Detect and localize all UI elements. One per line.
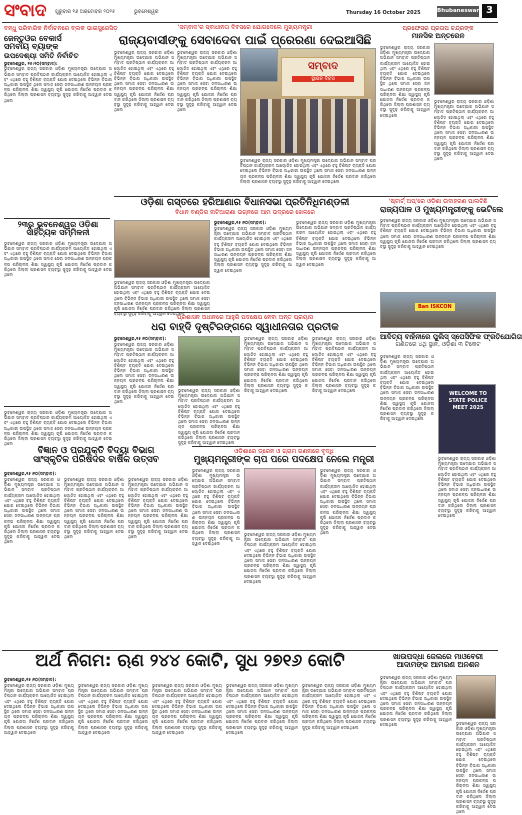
police-meet-headline: ଆଦିତ୍ୟ ବାହିନୀରେ ପୁଲିସ୍ ସ୍ପେସିଫିକ ଫ୍ରତିଯୋଗିତା [380, 333, 522, 341]
police-meet-story [380, 333, 522, 534]
left-top-kicker: ବନ୍ଧୁ ପରିବାରିକ ନିର୍ବାଚନରେ ବ୍ଲକ ଭାଇସ୍ପ୍ରେସିଡ଼ [4, 25, 118, 32]
forest-body-1: ଭୁବନେଶ୍ୱର ରାଜ୍ୟ ସରକାର ଓଡ଼ିଶା ମୁଖ୍ୟମନ୍ତ୍ରୀ ଉଦ୍ଯୋଗ ଅଭିଯାନ ସମ୍ବାଦ ପ୍ରତିଷ୍ଠାନ କାର୍ଯ୍ୟକ୍ରମ ଆୟୋଜିତ ହୋଇଥିଲା ଏବଂ ଏଥିରେ ବହୁ ବିଶିଷ୍ଟ ବ୍ୟକ୍ତି ଯୋଗ ଦେଇଥିଲେ ବିଭିନ୍ନ ବିଭାଗ ଅଧିକାରୀ ଉପସ୍ଥିତ ଥିଲେ ସମାଜ ସେବା ଜନସାଧାରଣ ଉନ୍ନୟନ ପ୍ରକଳ୍ପ ପରିଚାଳନା ଶିକ୍ଷା ସ୍ୱାସ୍ଥ୍ୟ କୃଷି ଯୋଜନା ନିର୍ଦ୍ଦେଶ ପ୍ରଦାନ କରିଥିଲେ ଜିଲ୍ଲା ପ୍ରଶାସନ ବ୍ୟବସ୍ଥା ସୁଦୃଢ଼ କରିବାକୁ ଆହ୍ୱାନ ଦେଇଥିଲେ [114, 342, 174, 405]
delegation-body-1: ଭୁବନେଶ୍ୱର ରାଜ୍ୟ ସରକାର ଓଡ଼ିଶା ମୁଖ୍ୟମନ୍ତ୍ରୀ ଉଦ୍ଯୋଗ ଅଭିଯାନ ସମ୍ବାଦ ପ୍ରତିଷ୍ଠାନ କାର୍ଯ୍ୟକ୍ରମ ଆୟୋଜିତ ହୋଇଥିଲା ଏବଂ ଏଥିରେ ବହୁ ବିଶିଷ୍ଟ ବ୍ୟକ୍ତି ଯୋଗ ଦେଇଥିଲେ ବିଭିନ୍ନ ବିଭାଗ ଅଧିକାରୀ ଉପସ୍ଥିତ ଥିଲେ ସମାଜ ସେବା ଜନସାଧାରଣ ଉନ୍ନୟନ ପ୍ରକଳ୍ପ ପରିଚାଳନା ଶିକ୍ଷା ସ୍ୱାସ୍ଥ୍ୟ କୃଷି ଯୋଜନା ନିର୍ଦ୍ଦେଶ ପ୍ରଦାନ କରିଥିଲେ ଜିଲ୍ଲା ପ୍ରଶାସନ ବ୍ୟବସ୍ଥା ସୁଦୃଢ଼ କରିବାକୁ ଆହ୍ୱାନ ଦେଇଥିଲେ [214, 226, 292, 273]
science-body-3: ଭୁବନେଶ୍ୱର ରାଜ୍ୟ ସରକାର ଓଡ଼ିଶା ମୁଖ୍ୟମନ୍ତ୍ରୀ ଉଦ୍ଯୋଗ ଅଭିଯାନ ସମ୍ବାଦ ପ୍ରତିଷ୍ଠାନ କାର୍ଯ୍ୟକ୍ରମ ଆୟୋଜିତ ହୋଇଥିଲା ଏବଂ ଏଥିରେ ବହୁ ବିଶିଷ୍ଟ ବ୍ୟକ୍ତି ଯୋଗ ଦେଇଥିଲେ ବିଭିନ୍ନ ବିଭାଗ ଅଧିକାରୀ ଉପସ୍ଥିତ ଥିଲେ ସମାଜ ସେବା ଜନସାଧାରଣ ଉନ୍ନୟନ ପ୍ରକଳ୍ପ ପରିଚାଳନା ଶିକ୍ଷା ସ୍ୱାସ୍ଥ୍ୟ କୃଷି ଯୋଜନା ନିର୍ଦ୍ଦେଶ ପ୍ରଦାନ କରିଥିଲେ ଜିଲ୍ଲା ପ୍ରଶାସନ ବ୍ୟବସ୍ଥା ସୁଦୃଢ଼ କରିବାକୁ ଆହ୍ୱାନ ଦେଇଥିଲେ [128, 477, 188, 540]
left-top-headline-2: ସମବାୟ ବ୍ୟାଙ୍କ [4, 42, 59, 52]
protest-banner: Ban ISKCON [415, 303, 455, 311]
lead-story [114, 24, 376, 194]
right-col-headline: ମାନସିକ ଅନ୍ତରେନ [411, 32, 465, 40]
forest-body-2: ଭୁବନେଶ୍ୱର ରାଜ୍ୟ ସରକାର ଓଡ଼ିଶା ମୁଖ୍ୟମନ୍ତ୍ରୀ ଉଦ୍ଯୋଗ ଅଭିଯାନ ସମ୍ବାଦ ପ୍ରତିଷ୍ଠାନ କାର୍ଯ୍ୟକ୍ରମ ଆୟୋଜିତ ହୋଇଥିଲା ଏବଂ ଏଥିରେ ବହୁ ବିଶିଷ୍ଟ ବ୍ୟକ୍ତି ଯୋଗ ଦେଇଥିଲେ ବିଭିନ୍ନ ବିଭାଗ ଅଧିକାରୀ ଉପସ୍ଥିତ ଥିଲେ ସମାଜ ସେବା ଜନସାଧାରଣ ଉନ୍ନୟନ ପ୍ରକଳ୍ପ ପରିଚାଳନା ଶିକ୍ଷା ସ୍ୱାସ୍ଥ୍ୟ କୃଷି ଯୋଜନା ନିର୍ଦ୍ଦେଶ ପ୍ରଦାନ କରିଥିଲେ ଜିଲ୍ଲା ପ୍ରଶାସନ ବ୍ୟବସ୍ଥା ସୁଦୃଢ଼ କରିବାକୁ ଆହ୍ୱାନ ଦେଇଥିଲେ [178, 388, 240, 446]
page-number: 3 [482, 4, 497, 18]
delegation-sub: ବିଧାନ ବଣ୍ଡିର ନାଟିଆରାଣା ଭଗ୍ନରେ ଆମ ଭଦ୍ରରେ ଖେଳରେ [175, 208, 315, 216]
delegation-headline: ଓଡ଼ିଶା ଗସ୍ତରେ ହରିଆଣାର ବିଧାନସଭା ପ୍ରତିନିଧିମଣ୍ଡଳୀ [140, 197, 350, 208]
jail-body: ଭୁବନେଶ୍ୱର ରାଜ୍ୟ ସରକାର ଓଡ଼ିଶା ମୁଖ୍ୟମନ୍ତ୍ରୀ ଉଦ୍ଯୋଗ ଅଭିଯାନ ସମ୍ବାଦ ପ୍ରତିଷ୍ଠାନ କାର୍ଯ୍ୟକ୍ରମ ଆୟୋଜିତ ହୋଇଥିଲା ଏବଂ ଏଥିରେ ବହୁ ବିଶିଷ୍ଟ ବ୍ୟକ୍ତି ଯୋଗ ଦେଇଥିଲେ ବିଭିନ୍ନ ବିଭାଗ ଅଧିକାରୀ ଉପସ୍ଥିତ ଥିଲେ ସମାଜ ସେବା ଜନସାଧାରଣ ଉନ୍ନୟନ ପ୍ରକଳ୍ପ ପରିଚାଳନା ଶିକ୍ଷା ସ୍ୱାସ୍ଥ୍ୟ କୃଷି ଯୋଜନା ନିର୍ଦ୍ଦେଶ ପ୍ରଦାନ କରିଥିଲେ ଜିଲ୍ଲା ପ୍ରଶାସନ ବ୍ୟବସ୍ଥା ସୁଦୃଢ଼ କରିବାକୁ ଆହ୍ୱାନ ଦେଇଥିଲେ [380, 675, 452, 727]
left-lower-body: ଭୁବନେଶ୍ୱର ରାଜ୍ୟ ସରକାର ଓଡ଼ିଶା ମୁଖ୍ୟମନ୍ତ୍ରୀ ଉଦ୍ଯୋଗ ଅଭିଯାନ ସମ୍ବାଦ ପ୍ରତିଷ୍ଠାନ କାର୍ଯ୍ୟକ୍ରମ ଆୟୋଜିତ ହୋଇଥିଲା ଏବଂ ଏଥିରେ ବହୁ ବିଶିଷ୍ଟ ବ୍ୟକ୍ତି ଯୋଗ ଦେଇଥିଲେ ବିଭିନ୍ନ ବିଭାଗ ଅଧିକାରୀ ଉପସ୍ଥିତ ଥିଲେ ସମାଜ ସେବା ଜନସାଧାରଣ ଉନ୍ନୟନ ପ୍ରକଳ୍ପ ପରିଚାଳନା ଶିକ୍ଷା ସ୍ୱାସ୍ଥ୍ୟ କୃଷି ଯୋଜନା ନିର୍ଦ୍ଦେଶ ପ୍ରଦାନ କରିଥିଲେ ଜିଲ୍ଲା ପ୍ରଶାସନ ବ୍ୟବସ୍ଥା ସୁଦୃଢ଼ କରିବାକୁ ଆହ୍ୱାନ ଦେଇଥିଲେ [4, 410, 112, 447]
governor-headline: ରାଜ୍ୟପାଳ ଓ ମୁଖ୍ୟମନ୍ତ୍ରୀଙ୍କୁ ଭେଟିଲେ [380, 205, 504, 214]
science-story [4, 447, 188, 647]
finance-body-2: ଭୁବନେଶ୍ୱର ରାଜ୍ୟ ସରକାର ଓଡ଼ିଶା ମୁଖ୍ୟମନ୍ତ୍ରୀ ଉଦ୍ଯୋଗ ଅଭିଯାନ ସମ୍ବାଦ ପ୍ରତିଷ୍ଠାନ କାର୍ଯ୍ୟକ୍ରମ ଆୟୋଜିତ ହୋଇଥିଲା ଏବଂ ଏଥିରେ ବହୁ ବିଶିଷ୍ଟ ବ୍ୟକ୍ତି ଯୋଗ ଦେଇଥିଲେ ବିଭିନ୍ନ ବିଭାଗ ଅଧିକାରୀ ଉପସ୍ଥିତ ଥିଲେ ସମାଜ ସେବା ଜନସାଧାରଣ ଉନ୍ନୟନ ପ୍ରକଳ୍ପ ପରିଚାଳନା ଶିକ୍ଷା ସ୍ୱାସ୍ଥ୍ୟ କୃଷି ଯୋଜନା ନିର୍ଦ୍ଦେଶ ପ୍ରଦାନ କରିଥିଲେ ଜିଲ୍ଲା ପ୍ରଶାସନ ବ୍ୟବସ୍ଥା ସୁଦୃଢ଼ କରିବାକୁ ଆହ୍ୱାନ ଦେଇଥିଲେ [78, 683, 148, 735]
divider [114, 312, 376, 313]
delegation-caption: ଭୁବନେଶ୍ୱର ରାଜ୍ୟ ସରକାର ଓଡ଼ିଶା ମୁଖ୍ୟମନ୍ତ୍ରୀ ଉଦ୍ଯୋଗ ଅଭିଯାନ ସମ୍ବାଦ ପ୍ରତିଷ୍ଠାନ କାର୍ଯ୍ୟକ୍ରମ ଆୟୋଜିତ ହୋଇଥିଲା ଏବଂ ଏଥିରେ ବହୁ ବିଶିଷ୍ଟ ବ୍ୟକ୍ତି ଯୋଗ ଦେଇଥିଲେ ବିଭିନ୍ନ ବିଭାଗ ଅଧିକାରୀ ଉପସ୍ଥିତ ଥିଲେ ସମାଜ ସେବା ଜନସାଧାରଣ ଉନ୍ନୟନ ପ୍ରକଳ୍ପ ପରିଚାଳନା ଶିକ୍ଷା ସ୍ୱାସ୍ଥ୍ୟ କୃଷି ଯୋଜନା ନିର୍ଦ୍ଦେଶ ପ୍ରଦାନ କରିଥିଲେ ଜିଲ୍ଲା ପ୍ରଶାସନ ବ୍ୟବସ୍ଥା ସୁଦୃଢ଼ କରିବାକୁ ଆହ୍ୱାନ ଦେଇଥିଲେ [114, 280, 210, 317]
delegation-story [114, 197, 376, 317]
lead-body-col-2: ଭୁବନେଶ୍ୱର ରାଜ୍ୟ ସରକାର ଓଡ଼ିଶା ମୁଖ୍ୟମନ୍ତ୍ରୀ ଉଦ୍ଯୋଗ ଅଭିଯାନ ସମ୍ବାଦ ପ୍ରତିଷ୍ଠାନ କାର୍ଯ୍ୟକ୍ରମ ଆୟୋଜିତ ହୋଇଥିଲା ଏବଂ ଏଥିରେ ବହୁ ବିଶିଷ୍ଟ ବ୍ୟକ୍ତି ଯୋଗ ଦେଇଥିଲେ ବିଭିନ୍ନ ବିଭାଗ ଅଧିକାରୀ ଉପସ୍ଥିତ ଥିଲେ ସମାଜ ସେବା ଜନସାଧାରଣ ଉନ୍ନୟନ ପ୍ରକଳ୍ପ ପରିଚାଳନା ଶିକ୍ଷା ସ୍ୱାସ୍ଥ୍ୟ କୃଷି ଯୋଜନା ନିର୍ଦ୍ଦେଶ ପ୍ରଦାନ କରିଥିଲେ ଜିଲ୍ଲା ପ୍ରଶାସନ ବ୍ୟବସ୍ଥା ସୁଦୃଢ଼ କରିବାକୁ ଆହ୍ୱାନ ଦେଇଥିଲେ [177, 50, 237, 113]
portrait-photo [434, 43, 494, 95]
finance-story [4, 653, 376, 785]
science-body-2: ଭୁବନେଶ୍ୱର ରାଜ୍ୟ ସରକାର ଓଡ଼ିଶା ମୁଖ୍ୟମନ୍ତ୍ରୀ ଉଦ୍ଯୋଗ ଅଭିଯାନ ସମ୍ବାଦ ପ୍ରତିଷ୍ଠାନ କାର୍ଯ୍ୟକ୍ରମ ଆୟୋଜିତ ହୋଇଥିଲା ଏବଂ ଏଥିରେ ବହୁ ବିଶିଷ୍ଟ ବ୍ୟକ୍ତି ଯୋଗ ଦେଇଥିଲେ ବିଭିନ୍ନ ବିଭାଗ ଅଧିକାରୀ ଉପସ୍ଥିତ ଥିଲେ ସମାଜ ସେବା ଜନସାଧାରଣ ଉନ୍ନୟନ ପ୍ରକଳ୍ପ ପରିଚାଳନା ଶିକ୍ଷା ସ୍ୱାସ୍ଥ୍ୟ କୃଷି ଯୋଜନା ନିର୍ଦ୍ଦେଶ ପ୍ରଦାନ କରିଥିଲେ ଜିଲ୍ଲା ପ୍ରଶାସନ ବ୍ୟବସ୍ଥା ସୁଦୃଢ଼ କରିବାକୁ ଆହ୍ୱାନ ଦେଇଥିଲେ [64, 477, 124, 540]
event-stage-banner [281, 57, 365, 97]
city-odia: ଭୁବନେଶ୍ୱର [134, 9, 159, 15]
finance-headline: ଅର୍ଥ ନିଗମ: ଋଣ ୨୪୪ କୋଟି, ସୁଧ ୨୭୧୬ କୋଟି [35, 651, 345, 671]
divider [192, 446, 376, 447]
left-top-headline-1: ଜେନ୍ତୁଓର ବେକାର୍ସ [4, 34, 62, 43]
governor-kicker: 'ଷ୍ଟାର୍ଟ୍ ଅପ୍'ରେ ଓଡ଼ିଶା ଉଦାହରଣ ପାଲଟିଛି [388, 198, 488, 205]
left-mid-body: ଭୁବନେଶ୍ୱର ରାଜ୍ୟ ସରକାର ଓଡ଼ିଶା ମୁଖ୍ୟମନ୍ତ୍ରୀ ଉଦ୍ଯୋଗ ଅଭିଯାନ ସମ୍ବାଦ ପ୍ରତିଷ୍ଠାନ କାର୍ଯ୍ୟକ୍ରମ ଆୟୋଜିତ ହୋଇଥିଲା ଏବଂ ଏଥିରେ ବହୁ ବିଶିଷ୍ଟ ବ୍ୟକ୍ତି ଯୋଗ ଦେଇଥିଲେ ବିଭିନ୍ନ ବିଭାଗ ଅଧିକାରୀ ଉପସ୍ଥିତ ଥିଲେ ସମାଜ ସେବା ଜନସାଧାରଣ ଉନ୍ନୟନ ପ୍ରକଳ୍ପ ପରିଚାଳନା ଶିକ୍ଷା ସ୍ୱାସ୍ଥ୍ୟ କୃଷି ଯୋଜନା ନିର୍ଦ୍ଦେଶ ପ୍ରଦାନ କରିଥିଲେ ଜିଲ୍ଲା ପ୍ରଶାସନ ବ୍ୟବସ୍ଥା ସୁଦୃଢ଼ କରିବାକୁ ଆହ୍ୱାନ ଦେଇଥିଲେ [4, 240, 112, 277]
left-top-body: ଭୁବନେଶ୍ୱର ରାଜ୍ୟ ସରକାର ଓଡ଼ିଶା ମୁଖ୍ୟମନ୍ତ୍ରୀ ଉଦ୍ଯୋଗ ଅଭିଯାନ ସମ୍ବାଦ ପ୍ରତିଷ୍ଠାନ କାର୍ଯ୍ୟକ୍ରମ ଆୟୋଜିତ ହୋଇଥିଲା ଏବଂ ଏଥିରେ ବହୁ ବିଶିଷ୍ଟ ବ୍ୟକ୍ତି ଯୋଗ ଦେଇଥିଲେ ବିଭିନ୍ନ ବିଭାଗ ଅଧିକାରୀ ଉପସ୍ଥିତ ଥିଲେ ସମାଜ ସେବା ଜନସାଧାରଣ ଉନ୍ନୟନ ପ୍ରକଳ୍ପ ପରିଚାଳନା ଶିକ୍ଷା ସ୍ୱାସ୍ଥ୍ୟ କୃଷି ଯୋଜନା ନିର୍ଦ୍ଦେଶ ପ୍ରଦାନ କରିଥିଲେ ଜିଲ୍ଲା ପ୍ରଶାସନ ବ୍ୟବସ୍ଥା ସୁଦୃଢ଼ କରିବାକୁ ଆହ୍ୱାନ ଦେଇଥିଲେ [4, 66, 112, 103]
finance-body-1: ଭୁବନେଶ୍ୱର ରାଜ୍ୟ ସରକାର ଓଡ଼ିଶା ମୁଖ୍ୟମନ୍ତ୍ରୀ ଉଦ୍ଯୋଗ ଅଭିଯାନ ସମ୍ବାଦ ପ୍ରତିଷ୍ଠାନ କାର୍ଯ୍ୟକ୍ରମ ଆୟୋଜିତ ହୋଇଥିଲା ଏବଂ ଏଥିରେ ବହୁ ବିଶିଷ୍ଟ ବ୍ୟକ୍ତି ଯୋଗ ଦେଇଥିଲେ ବିଭିନ୍ନ ବିଭାଗ ଅଧିକାରୀ ଉପସ୍ଥିତ ଥିଲେ ସମାଜ ସେବା ଜନସାଧାରଣ ଉନ୍ନୟନ ପ୍ରକଳ୍ପ ପରିଚାଳନା ଶିକ୍ଷା ସ୍ୱାସ୍ଥ୍ୟ କୃଷି ଯୋଜନା ନିର୍ଦ୍ଦେଶ ପ୍ରଦାନ କରିଥିଲେ ଜିଲ୍ଲା ପ୍ରଶାସନ ବ୍ୟବସ୍ଥା ସୁଦୃଢ଼ କରିବାକୁ ଆହ୍ୱାନ ଦେଇଥିଲେ [4, 683, 74, 735]
police-meet-photo [438, 384, 496, 454]
police-meet-sub: ଗଣିତରେ ୪ଥି ସ୍ଥାନ, ଓଡ଼ିଶା ୩ ଟିକେଟ [395, 341, 481, 349]
finance-dateline: ଭୁବନେଶ୍ୱର,୧୫।୧୦(ସମ୍ବାଦ): [4, 677, 57, 682]
left-top-headline-3: ଉପଦେଶ୍ୟା ସମିତି ନିର୍ବାଚିତ [4, 50, 79, 60]
governor-story [380, 198, 504, 330]
governor-body: ଭୁବନେଶ୍ୱର ରାଜ୍ୟ ସରକାର ଓଡ଼ିଶା ମୁଖ୍ୟମନ୍ତ୍ରୀ ଉଦ୍ଯୋଗ ଅଭିଯାନ ସମ୍ବାଦ ପ୍ରତିଷ୍ଠାନ କାର୍ଯ୍ୟକ୍ରମ ଆୟୋଜିତ ହୋଇଥିଲା ଏବଂ ଏଥିରେ ବହୁ ବିଶିଷ୍ଟ ବ୍ୟକ୍ତି ଯୋଗ ଦେଇଥିଲେ ବିଭିନ୍ନ ବିଭାଗ ଅଧିକାରୀ ଉପସ୍ଥିତ ଥିଲେ ସମାଜ ସେବା ଜନସାଧାରଣ ଉନ୍ନୟନ ପ୍ରକଳ୍ପ ପରିଚାଳନା ଶିକ୍ଷା ସ୍ୱାସ୍ଥ୍ୟ କୃଷି ଯୋଜନା ନିର୍ଦ୍ଦେଶ ପ୍ରଦାନ କରିଥିଲେ ଜିଲ୍ଲା ପ୍ରଶାସନ ବ୍ୟବସ୍ଥା ସୁଦୃଢ଼ କରିବାକୁ ଆହ୍ୱାନ ଦେଇଥିଲେ [380, 218, 496, 250]
lead-headline: ରାଜ୍ୟବାସୀଙ୍କୁ ସେବାଦେବା ପାଇଁ ପ୍ରେରଣା ଦେଇଆସିଛି [118, 33, 372, 47]
science-body-1: ଭୁବନେଶ୍ୱର ରାଜ୍ୟ ସରକାର ଓଡ଼ିଶା ମୁଖ୍ୟମନ୍ତ୍ରୀ ଉଦ୍ଯୋଗ ଅଭିଯାନ ସମ୍ବାଦ ପ୍ରତିଷ୍ଠାନ କାର୍ଯ୍ୟକ୍ରମ ଆୟୋଜିତ ହୋଇଥିଲା ଏବଂ ଏଥିରେ ବହୁ ବିଶିଷ୍ଟ ବ୍ୟକ୍ତି ଯୋଗ ଦେଇଥିଲେ ବିଭିନ୍ନ ବିଭାଗ ଅଧିକାରୀ ଉପସ୍ଥିତ ଥିଲେ ସମାଜ ସେବା ଜନସାଧାରଣ ଉନ୍ନୟନ ପ୍ରକଳ୍ପ ପରିଚାଳନା ଶିକ୍ଷା ସ୍ୱାସ୍ଥ୍ୟ କୃଷି ଯୋଜନା ନିର୍ଦ୍ଦେଶ ପ୍ରଦାନ କରିଥିଲେ ଜିଲ୍ଲା ପ୍ରଶାସନ ବ୍ୟବସ୍ଥା ସୁଦୃଢ଼ କରିବାକୁ ଆହ୍ୱାନ ଦେଇଥିଲେ [4, 477, 60, 545]
cm-visit-story [192, 448, 376, 648]
date-odia: ଗୁରୁବାର ୧୬ ଅକ୍ଟୋବର ୨୦୨୫ [55, 9, 116, 15]
lead-inset-photo [240, 48, 278, 82]
jail-story [380, 652, 496, 815]
cm-visit-photo [244, 468, 316, 530]
cm-visit-kicker: ଓଡ଼ିଶାରେ ଡ୍ରେନ ଓ ଗ୍ରାମ ଗଣନାରେ ବୃଦ୍ଧି [234, 448, 334, 455]
cm-visit-body-1: ଭୁବନେଶ୍ୱର ରାଜ୍ୟ ସରକାର ଓଡ଼ିଶା ମୁଖ୍ୟମନ୍ତ୍ରୀ ଉଦ୍ଯୋଗ ଅଭିଯାନ ସମ୍ବାଦ ପ୍ରତିଷ୍ଠାନ କାର୍ଯ୍ୟକ୍ରମ ଆୟୋଜିତ ହୋଇଥିଲା ଏବଂ ଏଥିରେ ବହୁ ବିଶିଷ୍ଟ ବ୍ୟକ୍ତି ଯୋଗ ଦେଇଥିଲେ ବିଭିନ୍ନ ବିଭାଗ ଅଧିକାରୀ ଉପସ୍ଥିତ ଥିଲେ ସମାଜ ସେବା ଜନସାଧାରଣ ଉନ୍ନୟନ ପ୍ରକଳ୍ପ ପରିଚାଳନା ଶିକ୍ଷା ସ୍ୱାସ୍ଥ୍ୟ କୃଷି ଯୋଜନା ନିର୍ଦ୍ଦେଶ ପ୍ରଦାନ କରିଥିଲେ ଜିଲ୍ଲା ପ୍ରଶାସନ ବ୍ୟବସ୍ଥା ସୁଦୃଢ଼ କରିବାକୁ ଆହ୍ୱାନ ଦେଇଥିଲେ [192, 468, 240, 546]
science-headline-1: ବିଜ୍ଞାନ ଓ ପ୍ରଯୁକ୍ତି ବିଦ୍ୟା ବିଭାଗ [37, 446, 155, 456]
forest-dateline: ଭୁବନେଶ୍ୱର,୧୫।୧୦(ସମ୍ବାଦ): [114, 336, 167, 341]
jail-headline-1: ଖାଉପଦ୍ଧା ଜେଲରେ ମାଓବେରୀ [393, 652, 483, 661]
finance-body-4: ଭୁବନେଶ୍ୱର ରାଜ୍ୟ ସରକାର ଓଡ଼ିଶା ମୁଖ୍ୟମନ୍ତ୍ରୀ ଉଦ୍ଯୋଗ ଅଭିଯାନ ସମ୍ବାଦ ପ୍ରତିଷ୍ଠାନ କାର୍ଯ୍ୟକ୍ରମ ଆୟୋଜିତ ହୋଇଥିଲା ଏବଂ ଏଥିରେ ବହୁ ବିଶିଷ୍ଟ ବ୍ୟକ୍ତି ଯୋଗ ଦେଇଥିଲେ ବିଭିନ୍ନ ବିଭାଗ ଅଧିକାରୀ ଉପସ୍ଥିତ ଥିଲେ ସମାଜ ସେବା ଜନସାଧାରଣ ଉନ୍ନୟନ ପ୍ରକଳ୍ପ ପରିଚାଳନା ଶିକ୍ଷା ସ୍ୱାସ୍ଥ୍ୟ କୃଷି ଯୋଜନା ନିର୍ଦ୍ଦେଶ ପ୍ରଦାନ କରିଥିଲେ ଜିଲ୍ଲା ପ୍ରଶାସନ ବ୍ୟବସ୍ଥା ସୁଦୃଢ଼ କରିବାକୁ ଆହ୍ୱାନ ଦେଇଥିଲେ [226, 683, 298, 735]
banner-title: ସମ୍ବାଦ [308, 61, 338, 72]
people-group [247, 99, 371, 153]
left-mid-headline-1: ୨୩ରୁ ଭୁବନେଶ୍ୱର ଓଡ଼ିଶା [17, 220, 99, 229]
left-top-dateline: ଭୁବନେଶ୍ୱର, ୧୫।୧୦(ସମ୍ବାଦ): [4, 61, 58, 67]
right-col-story [380, 25, 496, 197]
divider [4, 406, 110, 407]
left-top-story [4, 25, 118, 215]
science-headline-2: ସାଂସ୍କୃତିକ ପରିଷଦର ବାର୍ଷିକ ଉତ୍ସବ [33, 455, 159, 466]
finance-body-3: ଭୁବନେଶ୍ୱର ରାଜ୍ୟ ସରକାର ଓଡ଼ିଶା ମୁଖ୍ୟମନ୍ତ୍ରୀ ଉଦ୍ଯୋଗ ଅଭିଯାନ ସମ୍ବାଦ ପ୍ରତିଷ୍ଠାନ କାର୍ଯ୍ୟକ୍ରମ ଆୟୋଜିତ ହୋଇଥିଲା ଏବଂ ଏଥିରେ ବହୁ ବିଶିଷ୍ଟ ବ୍ୟକ୍ତି ଯୋଗ ଦେଇଥିଲେ ବିଭିନ୍ନ ବିଭାଗ ଅଧିକାରୀ ଉପସ୍ଥିତ ଥିଲେ ସମାଜ ସେବା ଜନସାଧାରଣ ଉନ୍ନୟନ ପ୍ରକଳ୍ପ ପରିଚାଳନା ଶିକ୍ଷା ସ୍ୱାସ୍ଥ୍ୟ କୃଷି ଯୋଜନା ନିର୍ଦ୍ଦେଶ ପ୍ରଦାନ କରିଥିଲେ ଜିଲ୍ଲା ପ୍ରଶାସନ ବ୍ୟବସ୍ଥା ସୁଦୃଢ଼ କରିବାକୁ ଆହ୍ୱାନ ଦେଇଥିଲେ [152, 683, 222, 735]
right-col-body-1: ଭୁବନେଶ୍ୱର ରାଜ୍ୟ ସରକାର ଓଡ଼ିଶା ମୁଖ୍ୟମନ୍ତ୍ରୀ ଉଦ୍ଯୋଗ ଅଭିଯାନ ସମ୍ବାଦ ପ୍ରତିଷ୍ଠାନ କାର୍ଯ୍ୟକ୍ରମ ଆୟୋଜିତ ହୋଇଥିଲା ଏବଂ ଏଥିରେ ବହୁ ବିଶିଷ୍ଟ ବ୍ୟକ୍ତି ଯୋଗ ଦେଇଥିଲେ ବିଭିନ୍ନ ବିଭାଗ ଅଧିକାରୀ ଉପସ୍ଥିତ ଥିଲେ ସମାଜ ସେବା ଜନସାଧାରଣ ଉନ୍ନୟନ ପ୍ରକଳ୍ପ ପରିଚାଳନା ଶିକ୍ଷା ସ୍ୱାସ୍ଥ୍ୟ କୃଷି ଯୋଜନା ନିର୍ଦ୍ଦେଶ ପ୍ରଦାନ କରିଥିଲେ ଜିଲ୍ଲା ପ୍ରଶାସନ ବ୍ୟବସ୍ଥା ସୁଦୃଢ଼ କରିବାକୁ ଆହ୍ୱାନ ଦେଇଥିଲେ [380, 45, 430, 118]
city-badge [437, 6, 479, 17]
forest-body-4: ଭୁବନେଶ୍ୱର ରାଜ୍ୟ ସରକାର ଓଡ଼ିଶା ମୁଖ୍ୟମନ୍ତ୍ରୀ ଉଦ୍ଯୋଗ ଅଭିଯାନ ସମ୍ବାଦ ପ୍ରତିଷ୍ଠାନ କାର୍ଯ୍ୟକ୍ରମ ଆୟୋଜିତ ହୋଇଥିଲା ଏବଂ ଏଥିରେ ବହୁ ବିଶିଷ୍ଟ ବ୍ୟକ୍ତି ଯୋଗ ଦେଇଥିଲେ ବିଭିନ୍ନ ବିଭାଗ ଅଧିକାରୀ ଉପସ୍ଥିତ ଥିଲେ ସମାଜ ସେବା ଜନସାଧାରଣ ଉନ୍ନୟନ ପ୍ରକଳ୍ପ ପରିଚାଳନା ଶିକ୍ଷା ସ୍ୱାସ୍ଥ୍ୟ କୃଷି ଯୋଜନା ନିର୍ଦ୍ଦେଶ ପ୍ରଦାନ କରିଥିଲେ ଜିଲ୍ଲା ପ୍ରଶାସନ ବ୍ୟବସ୍ଥା ସୁଦୃଢ଼ କରିବାକୁ ଆହ୍ୱାନ ଦେଇଥିଲେ [312, 336, 376, 394]
science-dateline: ଭୁବନେଶ୍ୱର,୧୫।୧୦(ସମ୍ବାଦ): [4, 471, 57, 476]
cm-visit-headline: ମୁଖ୍ୟମନ୍ତ୍ରୀଙ୍କ ଚାପ ପରେ ପଦକ୍ଷେପ ନେଲେ ମନ୍ତ୍ରୀ [193, 455, 375, 465]
police-meet-body-1: ଭୁବନେଶ୍ୱର ରାଜ୍ୟ ସରକାର ଓଡ଼ିଶା ମୁଖ୍ୟମନ୍ତ୍ରୀ ଉଦ୍ଯୋଗ ଅଭିଯାନ ସମ୍ବାଦ ପ୍ରତିଷ୍ଠାନ କାର୍ଯ୍ୟକ୍ରମ ଆୟୋଜିତ ହୋଇଥିଲା ଏବଂ ଏଥିରେ ବହୁ ବିଶିଷ୍ଟ ବ୍ୟକ୍ତି ଯୋଗ ଦେଇଥିଲେ ବିଭିନ୍ନ ବିଭାଗ ଅଧିକାରୀ ଉପସ୍ଥିତ ଥିଲେ ସମାଜ ସେବା ଜନସାଧାରଣ ଉନ୍ନୟନ ପ୍ରକଳ୍ପ ପରିଚାଳନା ଶିକ୍ଷା ସ୍ୱାସ୍ଥ୍ୟ କୃଷି ଯୋଜନା ନିର୍ଦ୍ଦେଶ ପ୍ରଦାନ କରିଥିଲେ ଜିଲ୍ଲା ପ୍ରଶାସନ ବ୍ୟବସ୍ଥା ସୁଦୃଢ଼ କରିବାକୁ ଆହ୍ୱାନ ଦେଇଥିଲେ [380, 354, 434, 422]
city-english: Bhubaneswar [437, 8, 480, 14]
cm-visit-body-2: ଭୁବନେଶ୍ୱର ରାଜ୍ୟ ସରକାର ଓଡ଼ିଶା ମୁଖ୍ୟମନ୍ତ୍ରୀ ଉଦ୍ଯୋଗ ଅଭିଯାନ ସମ୍ବାଦ ପ୍ରତିଷ୍ଠାନ କାର୍ଯ୍ୟକ୍ରମ ଆୟୋଜିତ ହୋଇଥିଲା ଏବଂ ଏଥିରେ ବହୁ ବିଶିଷ୍ଟ ବ୍ୟକ୍ତି ଯୋଗ ଦେଇଥିଲେ ବିଭିନ୍ନ ବିଭାଗ ଅଧିକାରୀ ଉପସ୍ଥିତ ଥିଲେ ସମାଜ ସେବା ଜନସାଧାରଣ ଉନ୍ନୟନ ପ୍ରକଳ୍ପ ପରିଚାଳନା ଶିକ୍ଷା ସ୍ୱାସ୍ଥ୍ୟ କୃଷି ଯୋଜନା ନିର୍ଦ୍ଦେଶ ପ୍ରଦାନ କରିଥିଲେ ଜିଲ୍ଲା ପ୍ରଶାସନ ବ୍ୟବସ୍ଥା ସୁଦୃଢ଼ କରିବାକୁ ଆହ୍ୱାନ ଦେଇଥିଲେ [244, 532, 316, 584]
divider [4, 218, 110, 219]
jail-headline-2: ଆଦାମଙ୍କ ଆମରଣ ଅନଶନ [396, 659, 480, 669]
masthead-rule [2, 22, 498, 23]
forest-story [114, 314, 376, 444]
delegation-body-2: ଭୁବନେଶ୍ୱର ରାଜ୍ୟ ସରକାର ଓଡ଼ିଶା ମୁଖ୍ୟମନ୍ତ୍ରୀ ଉଦ୍ଯୋଗ ଅଭିଯାନ ସମ୍ବାଦ ପ୍ରତିଷ୍ଠାନ କାର୍ଯ୍ୟକ୍ରମ ଆୟୋଜିତ ହୋଇଥିଲା ଏବଂ ଏଥିରେ ବହୁ ବିଶିଷ୍ଟ ବ୍ୟକ୍ତି ଯୋଗ ଦେଇଥିଲେ ବିଭିନ୍ନ ବିଭାଗ ଅଧିକାରୀ ଉପସ୍ଥିତ ଥିଲେ ସମାଜ ସେବା ଜନସାଧାରଣ ଉନ୍ନୟନ ପ୍ରକଳ୍ପ ପରିଚାଳନା ଶିକ୍ଷା ସ୍ୱାସ୍ଥ୍ୟ କୃଷି ଯୋଜନା ନିର୍ଦ୍ଦେଶ ପ୍ରଦାନ କରିଥିଲେ ଜିଲ୍ଲା ପ୍ରଶାସନ ବ୍ୟବସ୍ଥା ସୁଦୃଢ଼ କରିବାକୁ ଆହ୍ୱାନ ଦେଇଥିଲେ [296, 220, 376, 267]
banner-sub: ସ୍ଥାପନ ଦିବସ [292, 76, 354, 82]
police-meet-banner: WELCOME TO STATE POLICE MEET 2025 [448, 391, 488, 411]
masthead-logo[interactable]: ସଂବାଦ [4, 1, 47, 21]
left-mid-story [4, 221, 112, 403]
masthead [0, 0, 500, 22]
right-col-kicker: ପ୍ରଫେସର ପ୍ରତାପ ଚନ୍ଦ୍ରଙ୍କ [402, 25, 474, 32]
finance-body-5: ଭୁବନେଶ୍ୱର ରାଜ୍ୟ ସରକାର ଓଡ଼ିଶା ମୁଖ୍ୟମନ୍ତ୍ରୀ ଉଦ୍ଯୋଗ ଅଭିଯାନ ସମ୍ବାଦ ପ୍ରତିଷ୍ଠାନ କାର୍ଯ୍ୟକ୍ରମ ଆୟୋଜିତ ହୋଇଥିଲା ଏବଂ ଏଥିରେ ବହୁ ବିଶିଷ୍ଟ ବ୍ୟକ୍ତି ଯୋଗ ଦେଇଥିଲେ ବିଭିନ୍ନ ବିଭାଗ ଅଧିକାରୀ ଉପସ୍ଥିତ ଥିଲେ ସମାଜ ସେବା ଜନସାଧାରଣ ଉନ୍ନୟନ ପ୍ରକଳ୍ପ ପରିଚାଳନା ଶିକ୍ଷା ସ୍ୱାସ୍ଥ୍ୟ କୃଷି ଯୋଜନା ନିର୍ଦ୍ଦେଶ ପ୍ରଦାନ କରିଥିଲେ ଜିଲ୍ଲା ପ୍ରଶାସନ ବ୍ୟବସ୍ଥା ସୁଦୃଢ଼ କରିବାକୁ ଆହ୍ୱାନ ଦେଇଥିଲେ [302, 683, 376, 730]
forest-headline: ଧରା ବାହ୍ଦି ଦୃଷ୍ଟିରଙ୍ଗରେ ସ୍ୱାଧୀନତାର ପ୍ରତୀକ [151, 322, 339, 333]
date-english: Thursday 16 October 2025 [346, 10, 421, 16]
forest-body-3: ଭୁବନେଶ୍ୱର ରାଜ୍ୟ ସରକାର ଓଡ଼ିଶା ମୁଖ୍ୟମନ୍ତ୍ରୀ ଉଦ୍ଯୋଗ ଅଭିଯାନ ସମ୍ବାଦ ପ୍ରତିଷ୍ଠାନ କାର୍ଯ୍ୟକ୍ରମ ଆୟୋଜିତ ହୋଇଥିଲା ଏବଂ ଏଥିରେ ବହୁ ବିଶିଷ୍ଟ ବ୍ୟକ୍ତି ଯୋଗ ଦେଇଥିଲେ ବିଭିନ୍ନ ବିଭାଗ ଅଧିକାରୀ ଉପସ୍ଥିତ ଥିଲେ ସମାଜ ସେବା ଜନସାଧାରଣ ଉନ୍ନୟନ ପ୍ରକଳ୍ପ ପରିଚାଳନା ଶିକ୍ଷା ସ୍ୱାସ୍ଥ୍ୟ କୃଷି ଯୋଜନା ନିର୍ଦ୍ଦେଶ ପ୍ରଦାନ କରିଥିଲେ ଜିଲ୍ଲା ପ୍ରଶାସନ ବ୍ୟବସ୍ଥା ସୁଦୃଢ଼ କରିବାକୁ ଆହ୍ୱାନ ଦେଇଥିଲେ [244, 336, 308, 394]
cm-visit-body-3: ଭୁବନେଶ୍ୱର ରାଜ୍ୟ ସରକାର ଓଡ଼ିଶା ମୁଖ୍ୟମନ୍ତ୍ରୀ ଉଦ୍ଯୋଗ ଅଭିଯାନ ସମ୍ବାଦ ପ୍ରତିଷ୍ଠାନ କାର୍ଯ୍ୟକ୍ରମ ଆୟୋଜିତ ହୋଇଥିଲା ଏବଂ ଏଥିରେ ବହୁ ବିଶିଷ୍ଟ ବ୍ୟକ୍ତି ଯୋଗ ଦେଇଥିଲେ ବିଭିନ୍ନ ବିଭାଗ ଅଧିକାରୀ ଉପସ୍ଥିତ ଥିଲେ ସମାଜ ସେବା ଜନସାଧାରଣ ଉନ୍ନୟନ ପ୍ରକଳ୍ପ ପରିଚାଳନା ଶିକ୍ଷା ସ୍ୱାସ୍ଥ୍ୟ କୃଷି ଯୋଜନା ନିର୍ଦ୍ଦେଶ ପ୍ରଦାନ କରିଥିଲେ ଜିଲ୍ଲା ପ୍ରଶାସନ ବ୍ୟବସ୍ଥା ସୁଦୃଢ଼ କରିବାକୁ ଆହ୍ୱାନ ଦେଇଥିଲେ [320, 468, 376, 536]
delegation-dateline: ଭୁବନେଶ୍ୱର,୧୫।୧୦(ସମ୍ବାଦ): [214, 220, 267, 225]
protest-photo [380, 292, 496, 328]
jail-body-2: ଭୁବନେଶ୍ୱର ରାଜ୍ୟ ସରକାର ଓଡ଼ିଶା ମୁଖ୍ୟମନ୍ତ୍ରୀ ଉଦ୍ଯୋଗ ଅଭିଯାନ ସମ୍ବାଦ ପ୍ରତିଷ୍ଠାନ କାର୍ଯ୍ୟକ୍ରମ ଆୟୋଜିତ ହୋଇଥିଲା ଏବଂ ଏଥିରେ ବହୁ ବିଶିଷ୍ଟ ବ୍ୟକ୍ତି ଯୋଗ ଦେଇଥିଲେ ବିଭିନ୍ନ ବିଭାଗ ଅଧିକାରୀ ଉପସ୍ଥିତ ଥିଲେ ସମାଜ ସେବା ଜନସାଧାରଣ ଉନ୍ନୟନ ପ୍ରକଳ୍ପ ପରିଚାଳନା ଶିକ୍ଷା ସ୍ୱାସ୍ଥ୍ୟ କୃଷି ଯୋଜନା ନିର୍ଦ୍ଦେଶ ପ୍ରଦାନ କରିଥିଲେ ଜିଲ୍ଲା ପ୍ରଶାସନ ବ୍ୟବସ୍ଥା ସୁଦୃଢ଼ କରିବାକୁ ଆହ୍ୱାନ ଦେଇଥିଲେ [456, 721, 496, 815]
delegation-photo [114, 220, 210, 278]
lead-kicker: 'ସମ୍ବାଦ'ର ସ୍ବାଧୀନତା ଦିବସରେ ଯୋଗଦେଲେ ମୁଖ୍ୟମନ୍ତ୍ରୀ [177, 24, 313, 31]
police-meet-body-2: ଭୁବନେଶ୍ୱର ରାଜ୍ୟ ସରକାର ଓଡ଼ିଶା ମୁଖ୍ୟମନ୍ତ୍ରୀ ଉଦ୍ଯୋଗ ଅଭିଯାନ ସମ୍ବାଦ ପ୍ରତିଷ୍ଠାନ କାର୍ଯ୍ୟକ୍ରମ ଆୟୋଜିତ ହୋଇଥିଲା ଏବଂ ଏଥିରେ ବହୁ ବିଶିଷ୍ଟ ବ୍ୟକ୍ତି ଯୋଗ ଦେଇଥିଲେ ବିଭିନ୍ନ ବିଭାଗ ଅଧିକାରୀ ଉପସ୍ଥିତ ଥିଲେ ସମାଜ ସେବା ଜନସାଧାରଣ ଉନ୍ନୟନ ପ୍ରକଳ୍ପ ପରିଚାଳନା ଶିକ୍ଷା ସ୍ୱାସ୍ଥ୍ୟ କୃଷି ଯୋଜନା ନିର୍ଦ୍ଦେଶ ପ୍ରଦାନ କରିଥିଲେ ଜିଲ୍ଲା ପ୍ରଶାସନ ବ୍ୟବସ୍ଥା ସୁଦୃଢ଼ କରିବାକୁ ଆହ୍ୱାନ ଦେଇଥିଲେ [438, 456, 496, 519]
jail-photo [456, 675, 496, 719]
forest-photo [178, 336, 240, 386]
lead-body-col-1: ଭୁବନେଶ୍ୱର ରାଜ୍ୟ ସରକାର ଓଡ଼ିଶା ମୁଖ୍ୟମନ୍ତ୍ରୀ ଉଦ୍ଯୋଗ ଅଭିଯାନ ସମ୍ବାଦ ପ୍ରତିଷ୍ଠାନ କାର୍ଯ୍ୟକ୍ରମ ଆୟୋଜିତ ହୋଇଥିଲା ଏବଂ ଏଥିରେ ବହୁ ବିଶିଷ୍ଟ ବ୍ୟକ୍ତି ଯୋଗ ଦେଇଥିଲେ ବିଭିନ୍ନ ବିଭାଗ ଅଧିକାରୀ ଉପସ୍ଥିତ ଥିଲେ ସମାଜ ସେବା ଜନସାଧାରଣ ଉନ୍ନୟନ ପ୍ରକଳ୍ପ ପରିଚାଳନା ଶିକ୍ଷା ସ୍ୱାସ୍ଥ୍ୟ କୃଷି ଯୋଜନା ନିର୍ଦ୍ଦେଶ ପ୍ରଦାନ କରିଥିଲେ ଜିଲ୍ଲା ପ୍ରଶାସନ ବ୍ୟବସ୍ଥା ସୁଦୃଢ଼ କରିବାକୁ ଆହ୍ୱାନ ଦେଇଥିଲେ [114, 50, 174, 113]
forest-kicker: ପ୍ରଶାସନ ଅଧୀନରେ ଆହୁରି ପଦକ୍ଷେପ ନେବା ଅନ୍ତ ପ୍ରୟାସ [177, 314, 313, 321]
right-col-body-2: ଭୁବନେଶ୍ୱର ରାଜ୍ୟ ସରକାର ଓଡ଼ିଶା ମୁଖ୍ୟମନ୍ତ୍ରୀ ଉଦ୍ଯୋଗ ଅଭିଯାନ ସମ୍ବାଦ ପ୍ରତିଷ୍ଠାନ କାର୍ଯ୍ୟକ୍ରମ ଆୟୋଜିତ ହୋଇଥିଲା ଏବଂ ଏଥିରେ ବହୁ ବିଶିଷ୍ଟ ବ୍ୟକ୍ତି ଯୋଗ ଦେଇଥିଲେ ବିଭିନ୍ନ ବିଭାଗ ଅଧିକାରୀ ଉପସ୍ଥିତ ଥିଲେ ସମାଜ ସେବା ଜନସାଧାରଣ ଉନ୍ନୟନ ପ୍ରକଳ୍ପ ପରିଚାଳନା ଶିକ୍ଷା ସ୍ୱାସ୍ଥ୍ୟ କୃଷି ଯୋଜନା ନିର୍ଦ୍ଦେଶ ପ୍ରଦାନ କରିଥିଲେ ଜିଲ୍ଲା ପ୍ରଶାସନ ବ୍ୟବସ୍ଥା ସୁଦୃଢ଼ କରିବାକୁ ଆହ୍ୱାନ ଦେଇଥିଲେ [434, 99, 494, 162]
lead-body-col-3: ଭୁବନେଶ୍ୱର ରାଜ୍ୟ ସରକାର ଓଡ଼ିଶା ମୁଖ୍ୟମନ୍ତ୍ରୀ ଉଦ୍ଯୋଗ ଅଭିଯାନ ସମ୍ବାଦ ପ୍ରତିଷ୍ଠାନ କାର୍ଯ୍ୟକ୍ରମ ଆୟୋଜିତ ହୋଇଥିଲା ଏବଂ ଏଥିରେ ବହୁ ବିଶିଷ୍ଟ ବ୍ୟକ୍ତି ଯୋଗ ଦେଇଥିଲେ ବିଭିନ୍ନ ବିଭାଗ ଅଧିକାରୀ ଉପସ୍ଥିତ ଥିଲେ ସମାଜ ସେବା ଜନସାଧାରଣ ଉନ୍ନୟନ ପ୍ରକଳ୍ପ ପରିଚାଳନା ଶିକ୍ଷା ସ୍ୱାସ୍ଥ୍ୟ କୃଷି ଯୋଜନା ନିର୍ଦ୍ଦେଶ ପ୍ରଦାନ କରିଥିଲେ ଜିଲ୍ଲା ପ୍ରଶାସନ ବ୍ୟବସ୍ଥା ସୁଦୃଢ଼ କରିବାକୁ ଆହ୍ୱାନ ଦେଇଥିଲେ [240, 158, 376, 184]
left-mid-headline-2: ସାହିତ୍ୟିକ ସମ୍ମିଳନୀ [26, 228, 90, 238]
